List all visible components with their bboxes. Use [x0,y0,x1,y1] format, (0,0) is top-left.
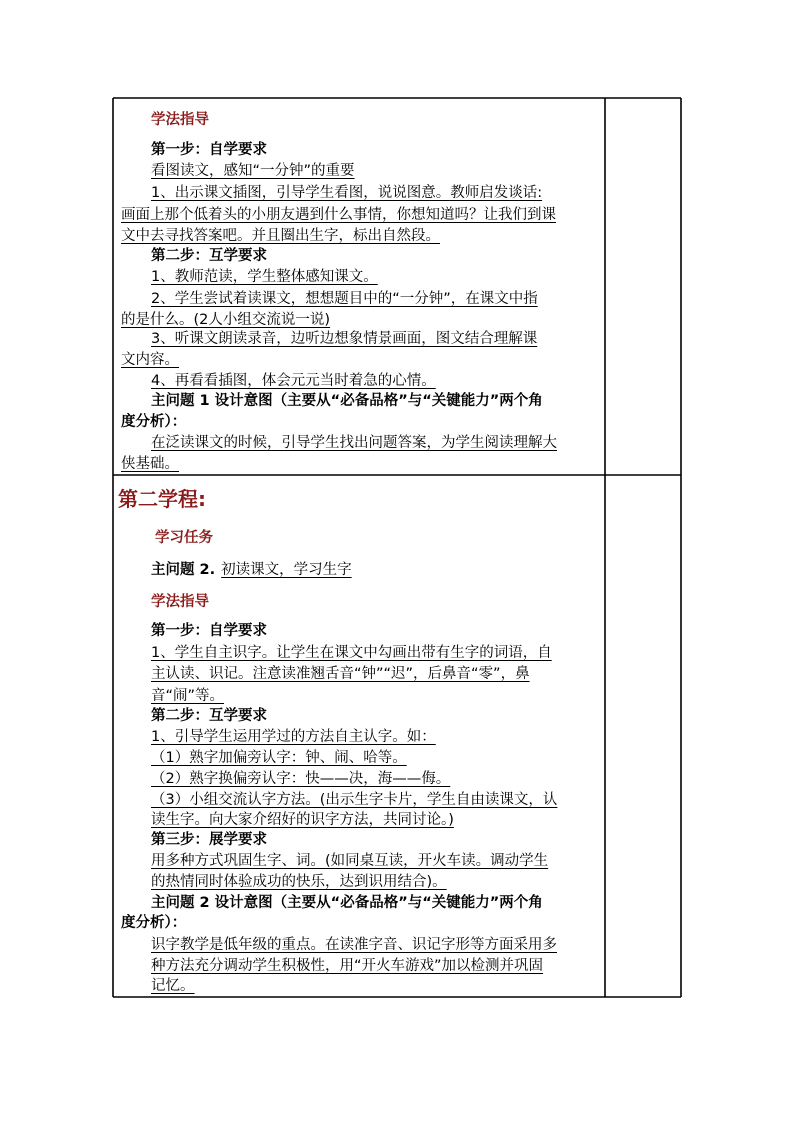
main-question-text: 初读课文，学习生字 [221,562,352,578]
step2-line: 4、再看看插图，体会元元当时着急的心情。 [151,373,436,389]
method-guide-heading: 学法指导 [151,112,209,128]
learning-task-heading: 学习任务 [155,530,213,546]
design-intent-title: 度分析）： [121,414,187,430]
step1-line: 主认读、识记。注意读准翘舌音“钟”“迟”，后鼻音“零”，鼻 [151,666,530,682]
table-cell-notes-1 [606,99,680,474]
design-intent-body: 种方法充分调动学生积极性，用“开火车游戏”加以检测并巩固 [151,958,544,974]
step2-line: 的是什么。(2人小组交流说一说) [121,312,331,328]
design-intent-body: 记忆。 [151,978,195,994]
step3-line: 的热情同时体验成功的快乐，达到识用结合)。 [151,874,447,890]
step2-line: 3、听课文朗读录音，边听边想象情景画面，图文结合理解课 [151,331,538,347]
step2-line: 2、学生尝试着读课文，想想题目中的“一分钟”，在课文中指 [151,291,538,307]
section-title: 第二学程: [118,487,206,511]
design-intent-body: 在泛读课文的时候，引导学生找出问题答案，为学生阅读理解大 [151,435,557,451]
step1-line: 1、出示课文插图，引导学生看图，说说图意。教师启发谈话: [151,185,543,201]
table-cell-notes-2 [606,476,680,996]
step3-title: 第三步：展学要求 [151,832,267,848]
main-question-label: 主问题 2. [151,562,216,578]
design-intent-title: 度分析）： [121,915,187,931]
design-intent-body: 识字教学是低年级的重点。在读准字音、识记字形等方面采用多 [151,937,557,953]
main-question-row [151,560,362,580]
step2-line: 1、引导学生运用学过的方法自主认字。如： [151,729,436,745]
step1-line: 画面上那个低着头的小朋友遇到什么事情，你想知道吗？让我们到课 [121,207,556,223]
step2-line: （3）小组交流认字方法。(出示生字卡片，学生自由读课文，认 [151,792,558,808]
step2-title: 第二步：互学要求 [151,708,267,724]
step1-title: 第一步：自学要求 [151,623,267,639]
design-intent-title: 主问题 1 设计意图（主要从“必备品格”与“关键能力”两个角 [151,393,543,409]
step1-line: 音“闹”等。 [151,688,225,704]
step2-line: 读生字。向大家介绍好的识字方法，共同讨论。) [151,812,454,828]
method-guide-heading: 学法指导 [151,594,209,610]
step2-line: （1）熟字加偏旁认字：钟、闹、哈等。 [151,750,407,766]
step1-line: 文中去寻找答案吧。并且圈出生字，标出自然段。 [121,228,440,244]
step3-line: 用多种方式巩固生字、词。(如同桌互读，开火车读。调动学生 [151,853,549,869]
step1-line: 1、学生自主识字。让学生在课文中勾画出带有生字的词语，自 [151,645,552,661]
step2-line: 文内容。 [121,352,179,368]
step1-title: 第一步：自学要求 [151,142,267,158]
step1-line: 看图读文，感知“一分钟”的重要 [151,163,355,179]
step2-title: 第二步：互学要求 [151,248,267,264]
step2-line: 1、教师范读，学生整体感知课文。 [151,269,378,285]
design-intent-title: 主问题 2 设计意图（主要从“必备品格”与“关键能力”两个角 [151,895,543,911]
step2-line: （2）熟字换偏旁认字：快——决，海——侮。 [151,771,451,787]
design-intent-body: 侠基础。 [121,456,179,472]
